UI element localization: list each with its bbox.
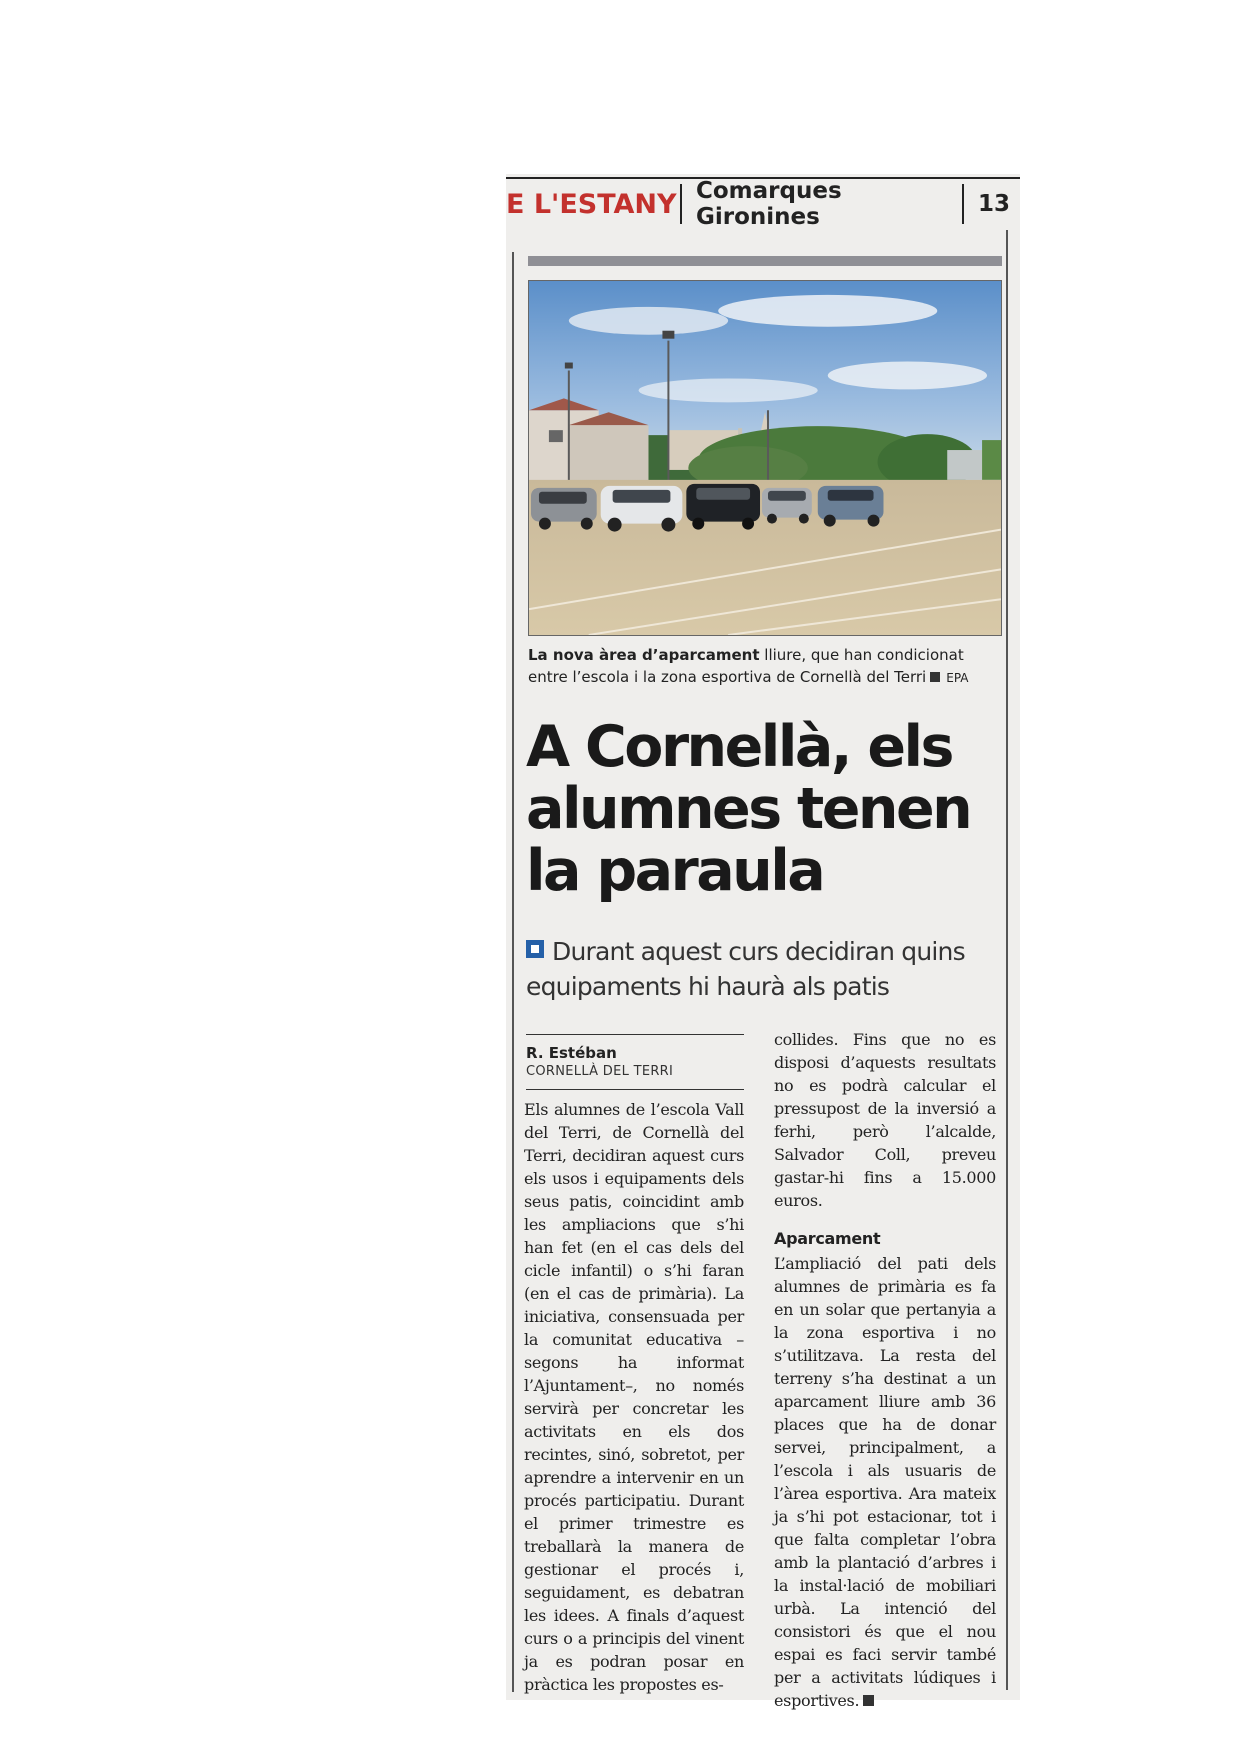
page-number: 13 [978, 191, 1011, 217]
body-text: L’ampliació del pati dels alumnes de primària es fa en un solar que pertanyia a la zona esportiva i no s’utilitzava. La resta del terreny s’ha destinat a un aparcament lliure amb 36 places que ha de donar servei, principalment, a l’escola i als usuaris de l’àrea esportiva. Ara mateix ja s’hi pot estacionar, tot i que falta completar l’obra amb la plantació d’arbres i la instal·lació de mobiliari urbà. La intenció del consistori és que el nou espai es faci servir també per a activitats lúdiques i esportives. [774, 1254, 996, 1710]
page-header [506, 177, 1020, 229]
photo-caption [528, 644, 1002, 689]
article-subhead [526, 934, 1004, 1004]
publication-section: Comarques Gironines [696, 178, 842, 230]
end-mark-icon [863, 1695, 874, 1706]
caption-lead: La nova àrea d’aparcament [528, 646, 760, 664]
dateline-place: CORNELLÀ DEL TERRI [526, 1064, 674, 1079]
author-name: R. Estéban [526, 1044, 617, 1062]
body-paragraph [774, 1252, 996, 1712]
parking-lot-photo [528, 280, 1002, 636]
body-paragraph: Els alumnes de l’escola Vall del Terri, de Cornellà del Terri, decidiran aquest curs els usos i equipaments dels seus patis, coincidint amb les ampliacions que s’hi han fet (en el cas dels del cicle infantil) o s’hi faran (en el cas de primària). La iniciativa, consensuada per la comunitat educativa –segons ha informat l’Ajuntament–, no només servirà per concretar les activitats en els dos recintes, sinó, sobretot, per aprendre a intervenir en un procés participatiu. Durant el primer trimestre es treballarà la manera de gestionar el procés i, seguidament, es debatran les idees. A finals d’aquest curs o a principis del vinent ja es podran posar en pràctica les propostes es- [524, 1100, 744, 1694]
article-column-1 [524, 1098, 744, 1696]
column-rule-right [1006, 230, 1008, 1690]
photo-credit: EPA [946, 671, 969, 685]
article-column-2 [774, 1028, 996, 1712]
byline [526, 1034, 744, 1090]
column-rule-left [512, 252, 514, 1692]
square-bullet-icon [526, 940, 544, 958]
top-rule-bar [528, 256, 1002, 266]
section-name: E L'ESTANY [506, 188, 677, 220]
caption-text: lliure, que han condicionat entre l’escola i la zona esportiva de Cornellà del Terri [528, 646, 964, 686]
subhead-text: Durant aquest curs decidiran quins equipaments hi haurà als patis [526, 937, 965, 1001]
article-headline: A Cornellà, els alumnes tenen la paraula [526, 714, 971, 904]
article-subheading: Aparcament [774, 1229, 881, 1248]
caption-square-icon [930, 672, 940, 682]
body-paragraph: collides. Fins que no es disposi d’aquests resultats no es podrà calcular el pressupost de la inversió a ferhi, però l’alcalde, Salvador Coll, preveu gastar-hi fins a 15.000 euros. [774, 1030, 996, 1210]
